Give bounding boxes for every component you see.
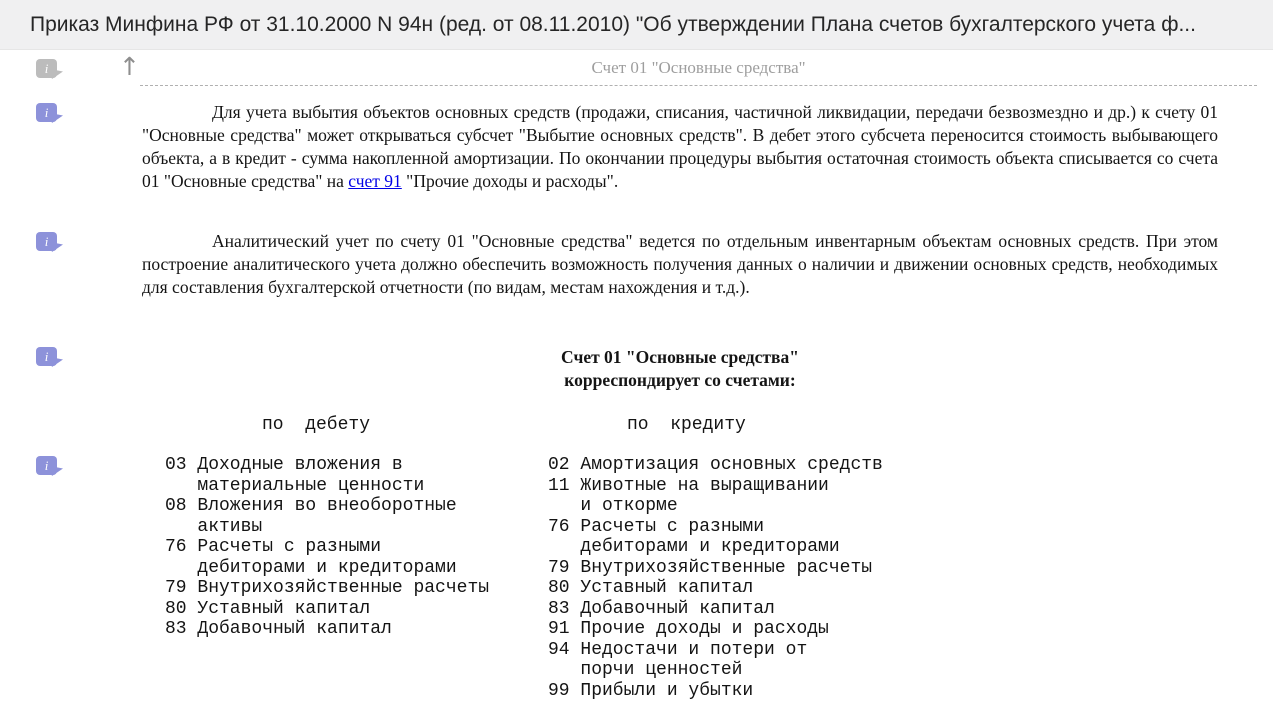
window-title-bar	[0, 0, 1273, 50]
info-glyph: i	[44, 105, 49, 120]
info-glyph: i	[44, 234, 49, 249]
paragraph	[142, 101, 1218, 193]
debit-column-header: по дебету	[262, 415, 371, 435]
window-title: Приказ Минфина РФ от 31.10.2000 N 94н (ред. от 08.11.2010) "Об утверждении Плана счетов бухгалтерского учета ф...	[30, 12, 1196, 36]
heading-line: Счет 01 "Основные средства"	[561, 347, 799, 367]
paragraph-text: Для учета выбытия объектов основных средств (продажи, списания, частичной ликвидации, передачи безвозмездно и др.) к счету 01 "Основные средства" может открываться субсчет "Выбытие основных средств". В дебет этого субсчета переносится стоимость выбывающего объекта, а в кредит - сумма накопленной амортизации. По окончании процедуры выбытия остаточная стоимость объекта списывается со счета 01 "Основные средства" на	[142, 102, 1218, 191]
scroll-to-top-icon[interactable]: ↑	[119, 52, 140, 81]
info-bubble-icon[interactable]	[36, 59, 57, 78]
info-glyph: i	[44, 349, 49, 364]
info-bubble-icon[interactable]	[36, 232, 57, 251]
paragraph: Аналитический учет по счету 01 "Основные средства" ведется по отдельным инвентарным объектам основных средств. При этом построение аналитического учета должно обеспечить возможность получения данных о наличии и движении основных средств, необходимых для составления бухгалтерской отчетности (по видам, местам нахождения и т.д.).	[142, 231, 1218, 297]
info-glyph: i	[44, 458, 49, 473]
info-glyph: i	[44, 61, 49, 76]
info-bubble-icon[interactable]	[36, 347, 57, 366]
info-bubble-icon[interactable]	[36, 103, 57, 122]
heading-line: корреспондирует со счетами:	[564, 370, 796, 390]
credit-accounts-list: 02 Амортизация основных средств 11 Животные на выращивании и откорме 76 Расчеты с разными дебиторами и кредиторами 79 Внутрихозяйственные расчеты 80 Уставный капитал 83 Добавочный капитал 91 Прочие доходы и расходы 94 Недостачи и потери от порчи ценностей 99 Прибыли и убытки	[548, 455, 883, 701]
section-header-text: Счет 01 "Основные средства"	[591, 58, 806, 77]
correspondence-heading	[142, 346, 1218, 392]
credit-column-header: по кредиту	[627, 415, 746, 435]
debit-accounts-list: 03 Доходные вложения в материальные ценности 08 Вложения во внеоборотные активы 76 Расчеты с разными дебиторами и кредиторами 79 Внутрихозяйственные расчеты 80 Уставный капитал 83 Добавочный капитал	[165, 455, 490, 639]
info-bubble-icon[interactable]	[36, 456, 57, 475]
account-91-link[interactable]: счет 91	[348, 171, 402, 191]
section-header	[140, 57, 1257, 86]
paragraph-text: "Прочие доходы и расходы".	[401, 171, 619, 191]
